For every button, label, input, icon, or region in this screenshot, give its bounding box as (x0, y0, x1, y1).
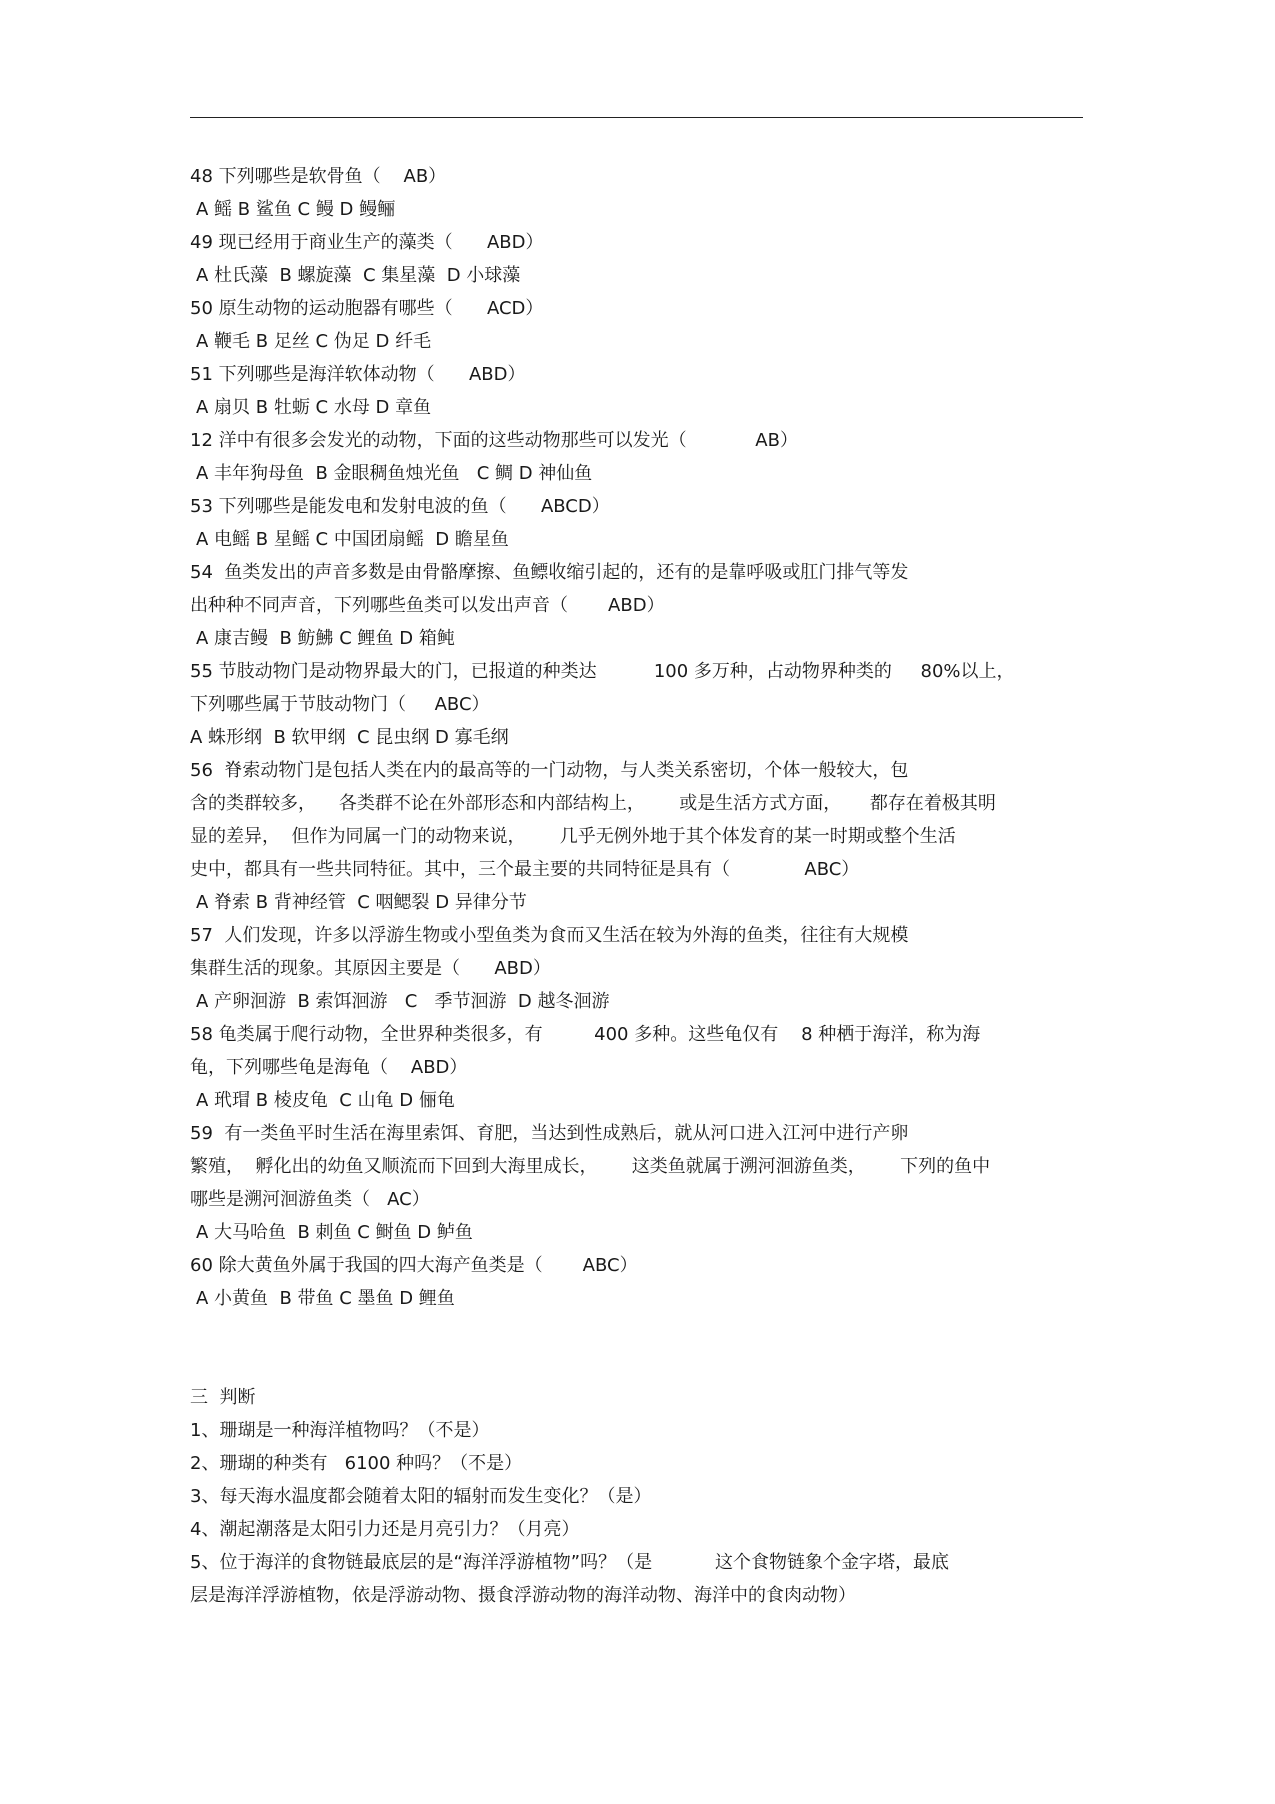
question-text: 60 除大黄鱼外属于我国的四大海产鱼类是（ ABC） (190, 1255, 638, 1276)
question-options: A 扇贝 B 牡蛎 C 水母 D 章鱼 (196, 397, 432, 418)
question-12 (190, 424, 1090, 490)
question-text: 50 原生动物的运动胞器有哪些（ ACD） (190, 298, 544, 319)
question-56 (190, 754, 1090, 919)
question-text: 58 龟类属于爬行动物，全世界种类很多，有 400 多种。这些龟仅有 8 种栖于海洋，称为海 (190, 1024, 981, 1045)
question-57 (190, 919, 1090, 1018)
question-text: 繁殖， 孵化出的幼鱼又顺流而下回到大海里成长， 这类鱼就属于溯河洄游鱼类， 下列的鱼中 (190, 1156, 991, 1177)
question-53 (190, 490, 1090, 556)
question-options: A 大马哈鱼 B 刺鱼 C 鲥鱼 D 鲈鱼 (196, 1222, 473, 1243)
question-options: A 小黄鱼 B 带鱼 C 墨鱼 D 鲤鱼 (196, 1288, 455, 1309)
judgement-section (190, 1381, 1090, 1612)
question-options: A 鞭毛 B 足丝 C 伪足 D 纤毛 (196, 331, 432, 352)
question-text: 史中，都具有一些共同特征。其中，三个最主要的共同特征是具有（ ABC） (190, 859, 860, 880)
judgement-item: 2、珊瑚的种类有 6100 种吗？（不是） (190, 1453, 523, 1474)
question-49 (190, 226, 1090, 292)
question-options: A 丰年狗母鱼 B 金眼稠鱼烛光鱼 C 鲷 D 神仙鱼 (196, 463, 593, 484)
question-text: 龟，下列哪些龟是海龟（ ABD） (190, 1057, 468, 1078)
question-text: 53 下列哪些是能发电和发射电波的鱼（ ABCD） (190, 496, 610, 517)
question-text: 55 节肢动物门是动物界最大的门，已报道的种类达 100 多万种，占动物界种类的 80%以上， (190, 661, 1015, 682)
document-body (190, 160, 1090, 1612)
question-51 (190, 358, 1090, 424)
question-options: A 鳐 B 鲨鱼 C 鳗 D 鳗鲡 (196, 199, 396, 220)
question-options: A 产卵洄游 B 索饵洄游 C 季节洄游 D 越冬洄游 (196, 991, 610, 1012)
question-text: 出种种不同声音，下列哪些鱼类可以发出声音（ ABD） (190, 595, 665, 616)
judgement-item: 3、每天海水温度都会随着太阳的辐射而发生变化？（是） (190, 1486, 652, 1507)
question-text: 下列哪些属于节肢动物门（ ABC） (190, 694, 490, 715)
question-options: A 杜氏藻 B 螺旋藻 C 集星藻 D 小球藻 (196, 265, 521, 286)
question-48 (190, 160, 1090, 226)
question-50 (190, 292, 1090, 358)
section-gap (190, 1315, 1090, 1381)
judgement-item: 4、潮起潮落是太阳引力还是月亮引力？（月亮） (190, 1519, 580, 1540)
question-text: 51 下列哪些是海洋软体动物（ ABD） (190, 364, 526, 385)
question-59 (190, 1117, 1090, 1249)
judgement-item: 5、位于海洋的食物链最底层的是“海洋浮游植物”吗？（是 这个食物链象个金字塔，最底 (190, 1552, 950, 1573)
question-55 (190, 655, 1090, 754)
question-54 (190, 556, 1090, 655)
judgement-item: 层是海洋浮游植物，依是浮游动物、摄食浮游动物的海洋动物、海洋中的食肉动物） (190, 1585, 856, 1606)
question-text: 48 下列哪些是软骨鱼（ AB） (190, 166, 447, 187)
question-text: 49 现已经用于商业生产的藻类（ ABD） (190, 232, 544, 253)
question-text: 哪些是溯河洄游鱼类（ AC） (190, 1189, 430, 1210)
question-text: 56 脊索动物门是包括人类在内的最高等的一门动物，与人类关系密切，个体一般较大，包 (190, 760, 909, 781)
section-heading: 三 判断 (190, 1387, 256, 1408)
question-text: 54 鱼类发出的声音多数是由骨骼摩擦、鱼鳔收缩引起的，还有的是靠呼吸或肛门排气等发 (190, 562, 909, 583)
question-text: 59 有一类鱼平时生活在海里索饵、育肥，当达到性成熟后，就从河口进入江河中进行产卵 (190, 1123, 909, 1144)
question-60 (190, 1249, 1090, 1315)
question-text: 12 洋中有很多会发光的动物，下面的这些动物那些可以发光（ AB） (190, 430, 798, 451)
question-text: 集群生活的现象。其原因主要是（ ABD） (190, 958, 551, 979)
question-options: A 蛛形纲 B 软甲纲 C 昆虫纲 D 寡毛纲 (190, 727, 509, 748)
question-options: A 脊索 B 背神经管 C 咽鳃裂 D 异律分节 (196, 892, 527, 913)
question-text: 显的差异， 但作为同属一门的动物来说， 几乎无例外地于其个体发育的某一时期或整个生活 (190, 826, 956, 847)
question-text: 57 人们发现，许多以浮游生物或小型鱼类为食而又生活在较为外海的鱼类，往往有大规模 (190, 925, 909, 946)
question-text: 含的类群较多， 各类群不论在外部形态和内部结构上， 或是生活方式方面， 都存在着极其明 (190, 793, 996, 814)
question-options: A 玳瑁 B 棱皮龟 C 山龟 D 俪龟 (196, 1090, 455, 1111)
question-options: A 电鳐 B 星鳐 C 中国团扇鳐 D 瞻星鱼 (196, 529, 509, 550)
judgement-item: 1、珊瑚是一种海洋植物吗？（不是） (190, 1420, 490, 1441)
question-options: A 康吉鳗 B 鲂鮄 C 鲤鱼 D 箱鲀 (196, 628, 455, 649)
question-58 (190, 1018, 1090, 1117)
header-rule (190, 117, 1083, 118)
